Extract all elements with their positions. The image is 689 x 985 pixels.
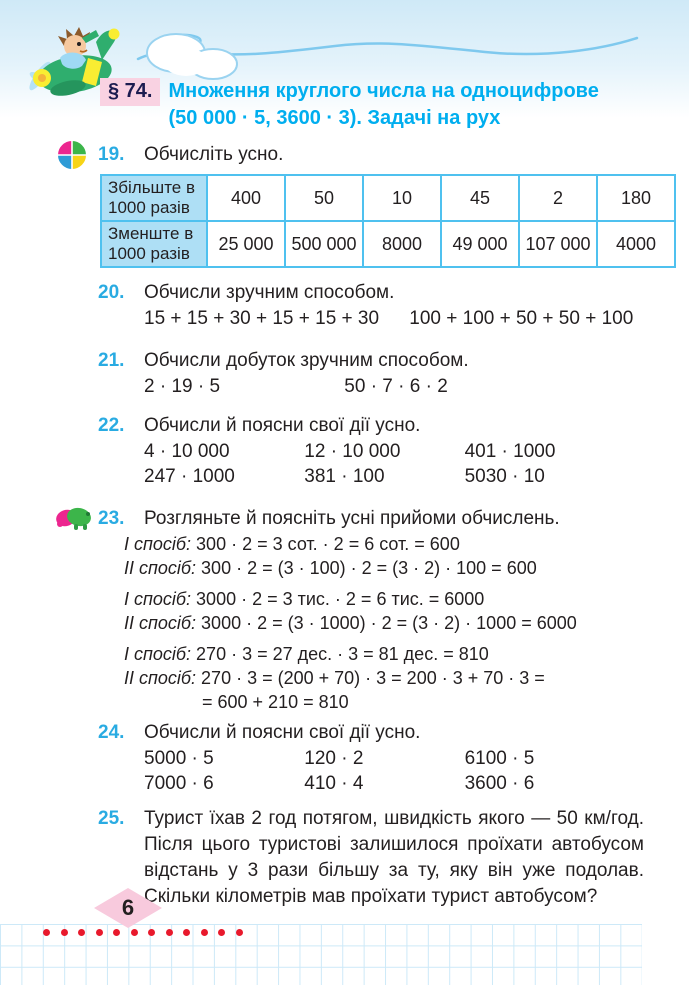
section-title-line1: Множення круглого числа на одноцифрове <box>168 80 599 102</box>
worked-example-line: = 600 + 210 = 810 <box>202 692 349 712</box>
problem-instruction: Обчисли добуток зручним способом. <box>144 350 469 371</box>
problem-20 <box>58 280 644 331</box>
section-title-line2: (50 000 · 5, 3600 · 3). Задачі на рух <box>168 107 501 129</box>
expression: 5030 · 10 <box>464 466 545 487</box>
problem-number: 20. <box>98 282 125 303</box>
table-value-cell: 49 000 <box>441 221 519 267</box>
expression: 50 · 7 · 6 · 2 <box>344 376 448 397</box>
expression: 120 · 2 <box>304 748 364 769</box>
page-number: 6 <box>121 895 135 920</box>
expression: 5000 · 5 <box>144 748 214 769</box>
worked-example-line: І спосіб: 300 · 2 = 3 сот. · 2 = 6 сот. = 600 <box>124 534 460 554</box>
word-problem-text: Турист їхав 2 год потягом, швидкість якого — 50 км/год. Після цього туристові залишилося проїхати автобусом відстань у 3 рази більшу за ту, яку він уже подолав. Скільки кілометрів мав проїхати турист автобусом? <box>144 808 644 907</box>
table-value-cell: 107 000 <box>519 221 597 267</box>
table-value-cell: 180 <box>597 175 675 221</box>
problem-number: 23. <box>98 508 125 529</box>
expression: 100 + 100 + 50 + 50 + 100 <box>409 308 634 329</box>
problem-22 <box>58 413 644 489</box>
table-row <box>101 175 675 221</box>
problem-instruction: Розгляньте й поясніть усні прийоми обчислень. <box>144 508 560 529</box>
problem-number: 21. <box>98 350 125 371</box>
hedgehog-pilot <box>58 27 99 57</box>
table-value-cell: 50 <box>285 175 363 221</box>
table-value-cell: 4000 <box>597 221 675 267</box>
worked-example-line: ІІ спосіб: 270 · 3 = (200 + 70) · 3 = 200 · 3 + 70 · 3 = <box>124 668 545 688</box>
problem-21 <box>58 348 644 399</box>
expression: 401 · 1000 <box>464 441 556 462</box>
expression: 12 · 10 000 <box>304 441 401 462</box>
red-dots-row <box>43 929 243 936</box>
table-value-cell: 10 <box>363 175 441 221</box>
problem-number: 25. <box>98 808 125 829</box>
problem-number: 19. <box>98 144 125 165</box>
table-value-cell: 500 000 <box>285 221 363 267</box>
worked-example-line: ІІ спосіб: 3000 · 2 = (3 · 1000) · 2 = (3 · 2) · 1000 = 6000 <box>124 613 577 633</box>
problem-23 <box>58 506 644 714</box>
page-content <box>0 78 689 910</box>
expression: 15 + 15 + 30 + 15 + 15 + 30 <box>144 308 380 329</box>
expression: 247 · 1000 <box>144 466 235 487</box>
table-value-cell: 8000 <box>363 221 441 267</box>
table-header-cell: Зменште в 1000 разів <box>101 221 207 267</box>
expression: 381 · 100 <box>304 466 385 487</box>
section-header <box>100 78 644 132</box>
table-header-cell: Збільште в 1000 разів <box>101 175 207 221</box>
problem-number: 24. <box>98 722 125 743</box>
problem-19-table <box>100 174 676 268</box>
section-title <box>168 78 598 132</box>
puzzle-ball-icon <box>54 138 92 172</box>
problem-24 <box>58 720 644 796</box>
expression: 3600 · 6 <box>464 773 535 794</box>
page-number-diamond <box>94 888 162 928</box>
expression: 410 · 4 <box>304 773 364 794</box>
expression: 6100 · 5 <box>464 748 535 769</box>
problem-instruction: Обчисли й поясни свої дії усно. <box>144 415 421 436</box>
table-value-cell: 45 <box>441 175 519 221</box>
worked-example-line: І спосіб: 270 · 3 = 27 дес. · 3 = 81 дес. = 810 <box>124 644 489 664</box>
pair-work-icon <box>54 502 96 534</box>
table-value-cell: 2 <box>519 175 597 221</box>
expression: 7000 · 6 <box>144 773 214 794</box>
expression: 2 · 19 · 5 <box>144 376 221 397</box>
worked-example-line: ІІ спосіб: 300 · 2 = (3 · 100) · 2 = (3 · 2) · 100 = 600 <box>124 558 537 578</box>
cloud-icon <box>147 34 237 79</box>
problem-19 <box>58 142 644 168</box>
table-row <box>101 221 675 267</box>
table-value-cell: 25 000 <box>207 221 285 267</box>
paragraph-badge: § 74. <box>100 78 160 106</box>
expression: 4 · 10 000 <box>144 441 230 462</box>
problem-instruction: Обчисли й поясни свої дії усно. <box>144 722 421 743</box>
problem-number: 22. <box>98 415 125 436</box>
problem-instruction: Обчисли зручним способом. <box>144 282 395 303</box>
worked-examples <box>124 532 644 714</box>
table-value-cell: 400 <box>207 175 285 221</box>
problem-instruction: Обчисліть усно. <box>144 144 284 165</box>
worked-example-line: І спосіб: 3000 · 2 = 3 тис. · 2 = 6 тис. = 6000 <box>124 589 485 609</box>
